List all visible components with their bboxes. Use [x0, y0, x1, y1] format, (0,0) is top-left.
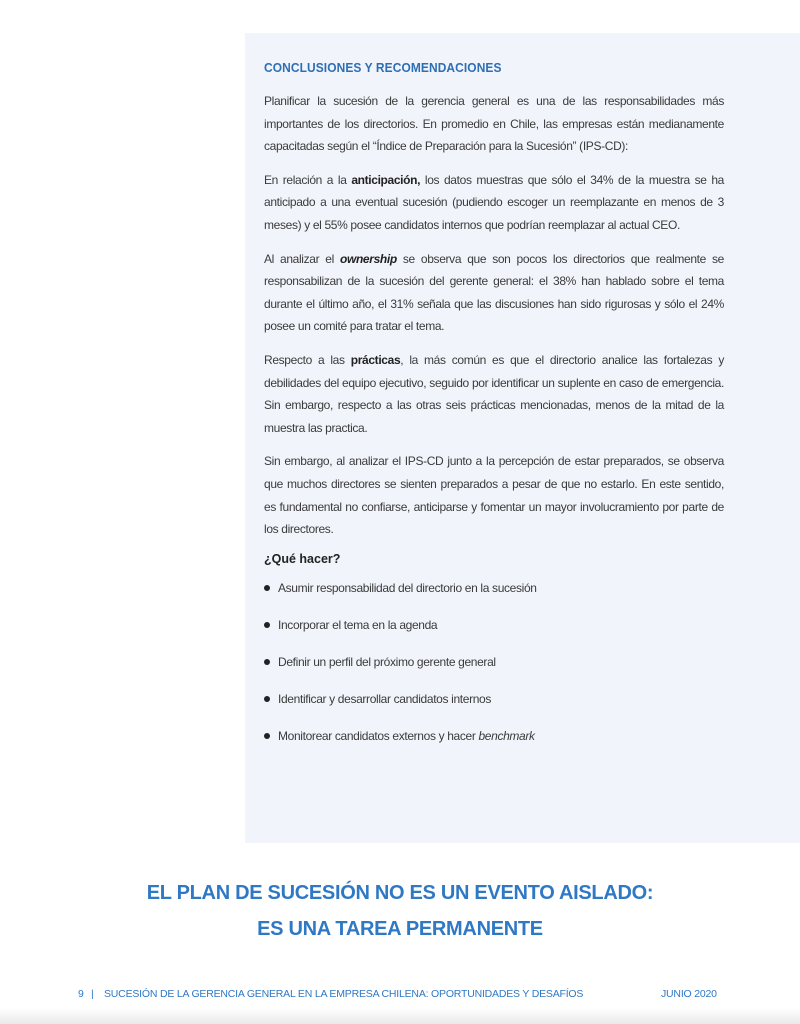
- page-bottom-edge: [0, 1008, 800, 1024]
- list-item-text: Incorporar el tema en la agenda: [278, 617, 438, 632]
- footer-date: JUNIO 2020: [661, 988, 717, 1000]
- list-item: [264, 691, 724, 728]
- list-item-text: Identificar y desarrollar candidatos internos: [278, 691, 492, 706]
- list-item: [264, 728, 724, 765]
- paragraph-ownership: [264, 248, 724, 338]
- paragraph-text: , la más común es que el directorio analice las fortalezas y debilidades del equipo ejecutivo, seguido por identificar un suplente en caso de emergencia. Sin embargo, respecto a las otras seis prácticas mencionadas, menos de la mitad de la muestra las practica.: [264, 352, 724, 435]
- bullet-icon: [264, 622, 270, 628]
- list-item-text: Asumir responsabilidad del directorio en la sucesión: [278, 580, 537, 595]
- paragraph-text: En relación a la: [264, 172, 352, 187]
- list-item: [264, 617, 724, 654]
- que-hacer-heading: ¿Qué hacer?: [264, 551, 341, 566]
- paragraph-text: se observa que son pocos los directorios que realmente se responsabilizan de la sucesión del gerente general: el 38% han hablado sobre el tema durante el último año, el 31% señala que las discusiones han sido rigurosas y sólo el 24% posee un comité para tratar el tema.: [264, 251, 725, 334]
- tagline-line-1: EL PLAN DE SUCESIÓN NO ES UN EVENTO AISLADO:: [146, 882, 654, 904]
- recommendations-list: [264, 580, 724, 765]
- paragraph-text: Respecto a las: [264, 352, 351, 367]
- paragraph-ips-cd: Sin embargo, al analizar el IPS-CD junto a la percepción de estar preparados, se observa que muchos directores se sienten preparados a pesar de que no estarlo. En este sentido, es fundamental no confiarse, anticiparse y fomentar un mayor involucramiento por parte de los directores.: [264, 454, 724, 537]
- keyword-anticipacion: anticipación,: [351, 172, 421, 187]
- paragraph-intro: Planificar la sucesión de la gerencia general es una de las responsabilidades más importantes de los directorios. En promedio en Chile, las empresas están medianamente capacitadas según el “Índice de Preparación para la Sucesión” (IPS-CD):: [264, 94, 724, 154]
- keyword-ownership: ownership: [339, 251, 397, 266]
- bullet-icon: [264, 659, 270, 665]
- conclusions-content: [264, 60, 724, 765]
- list-item-italic: benchmark: [478, 728, 535, 743]
- paragraph-text: los datos muestras que sólo el 34% de la muestra se ha anticipado a una eventual sucesión (pudiendo escoger un reemplazante en menos de 3 meses) y el 55% posee candidatos internos que podrían reemplazar al actual CEO.: [264, 172, 724, 232]
- bullet-icon: [264, 696, 270, 702]
- section-title: CONCLUSIONES Y RECOMENDACIONES: [264, 60, 502, 75]
- tagline-line-2: ES UNA TAREA PERMANENTE: [257, 918, 543, 940]
- footer-title: SUCESIÓN DE LA GERENCIA GENERAL EN LA EMPRESA CHILENA: OPORTUNIDADES Y DESAFÍOS: [104, 988, 584, 1000]
- keyword-practicas: prácticas: [350, 352, 401, 367]
- paragraph-text: Al analizar el: [264, 251, 340, 266]
- list-item: [264, 654, 724, 691]
- paragraph-anticipacion: [264, 169, 724, 237]
- footer-separator: |: [91, 988, 94, 1000]
- list-item: [264, 580, 724, 617]
- paragraph-practicas: [264, 349, 724, 439]
- list-item-text: Definir un perfil del próximo gerente general: [278, 654, 496, 669]
- bullet-icon: [264, 733, 270, 739]
- footer-page-number: 9: [78, 988, 84, 1000]
- bullet-icon: [264, 585, 270, 591]
- list-item-text: Monitorear candidatos externos y hacer: [278, 728, 479, 743]
